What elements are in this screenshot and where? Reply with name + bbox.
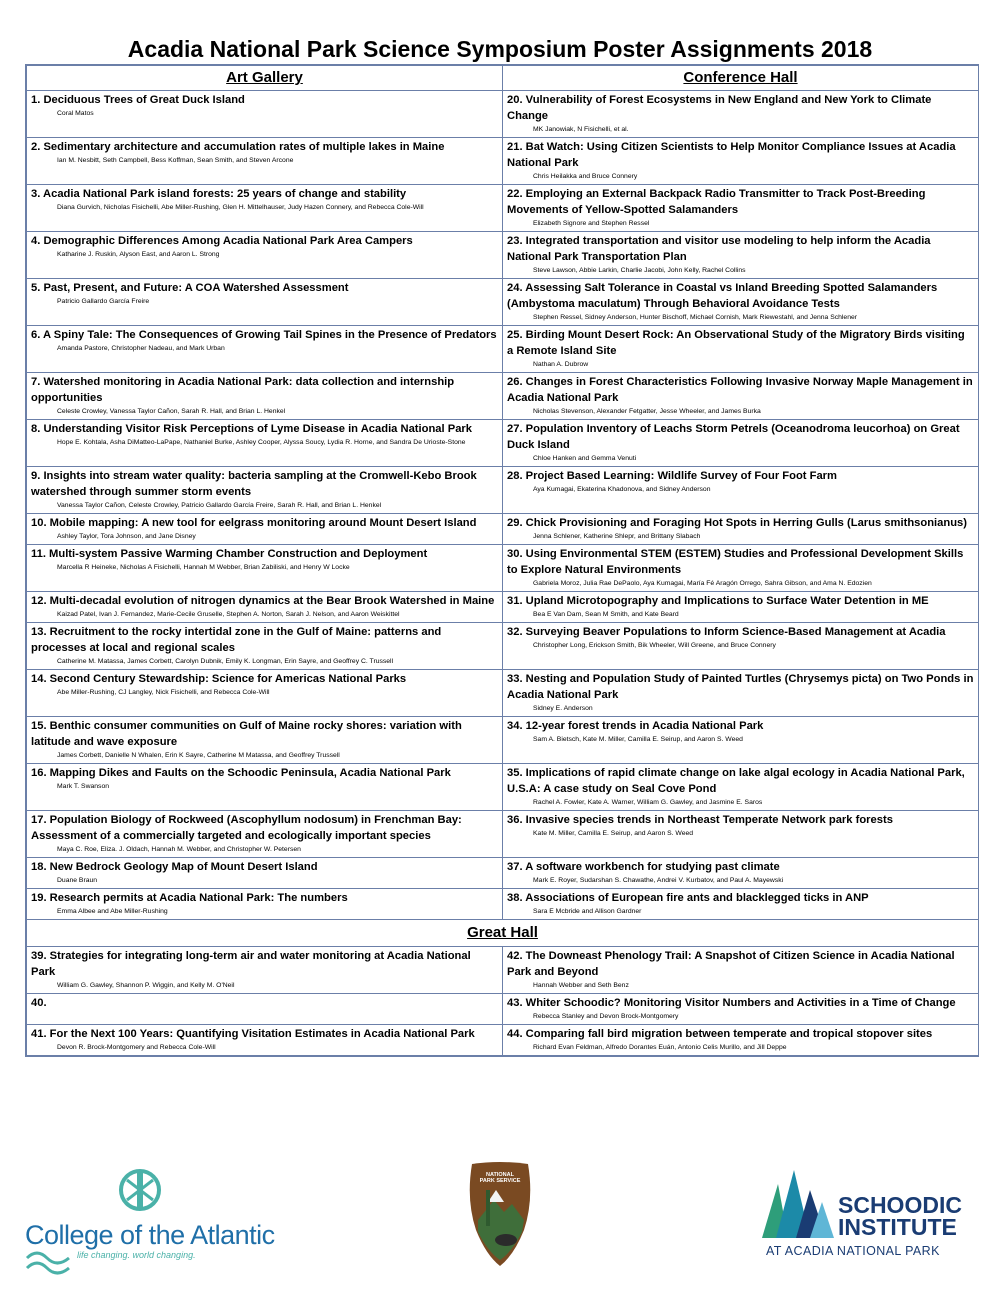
poster-authors: Hannah Webber and Seth Benz (533, 982, 629, 989)
poster-title: 14. Second Century Stewardship: Science for Americas National Parks (31, 673, 407, 685)
great-hall-header-row (27, 920, 979, 947)
poster-authors: Coral Matos (57, 110, 94, 117)
poster-cell-left (27, 670, 503, 717)
poster-cell-left (27, 623, 503, 670)
poster-title: 9. Insights into stream water quality: bacteria sampling at the Cromwell-Kebo Brook watershed through summer storm events (31, 470, 477, 498)
schoodic-peaks-icon (760, 1166, 840, 1240)
poster-authors: Stephen Ressel, Sidney Anderson, Hunter Bischoff, Michael Cornish, Mark Riewestahl, and Jenna Schlener (533, 314, 858, 321)
poster-authors: Diana Gurvich, Nicholas Fisichelli, Abe Miller-Rushing, Glen H. Mittelhauser, Judy Hazen Connery, and Rebecca Cole-Will (57, 204, 424, 211)
poster-cell-left (27, 373, 503, 420)
poster-cell-left (27, 232, 503, 279)
poster-title: 26. Changes in Forest Characteristics Following Invasive Norway Maple Management in Acadia National Park (507, 376, 973, 404)
poster-authors: Ashley Taylor, Tora Johnson, and Jane Disney (57, 533, 196, 540)
poster-cell-left (27, 592, 503, 623)
schoodic-institute-logo (760, 1166, 980, 1276)
poster-cell-right (503, 232, 979, 279)
poster-authors: Amanda Pastore, Christopher Nadeau, and Mark Urban (57, 345, 225, 352)
poster-authors: Bea E Van Dam, Sean M Smith, and Kate Beard (533, 611, 679, 618)
poster-grid (26, 65, 979, 1056)
poster-title: 17. Population Biology of Rockweed (Ascophyllum nodosum) in Frenchman Bay: Assessment of a commercially targeted and ecologically important species (31, 814, 462, 842)
schoodic-subtitle: AT ACADIA NATIONAL PARK (766, 1244, 940, 1258)
poster-title: 16. Mapping Dikes and Faults on the Schoodic Peninsula, Acadia National Park (31, 767, 451, 779)
poster-title: 4. Demographic Differences Among Acadia National Park Area Campers (31, 235, 413, 247)
poster-title: 32. Surveying Beaver Populations to Inform Science-Based Management at Acadia (507, 626, 946, 638)
poster-cell-left (27, 467, 503, 514)
schoodic-name (838, 1194, 962, 1238)
poster-title: 36. Invasive species trends in Northeast Temperate Network park forests (507, 814, 893, 826)
poster-title: 18. New Bedrock Geology Map of Mount Desert Island (31, 861, 318, 873)
poster-cell-right (503, 373, 979, 420)
poster-authors (31, 1011, 498, 1013)
poster-title: 37. A software workbench for studying past climate (507, 861, 780, 873)
poster-title: 12. Multi-decadal evolution of nitrogen dynamics at the Bear Brook Watershed in Maine (31, 595, 495, 607)
poster-cell-right (503, 717, 979, 764)
sponsor-logos (0, 1160, 1000, 1294)
poster-authors: MK Janowiak, N Fisichelli, et al. (533, 126, 629, 133)
poster-authors: Jenna Schlener, Katherine Shlepr, and Brittany Slabach (533, 533, 701, 540)
poster-row (27, 623, 979, 670)
poster-cell-left (27, 279, 503, 326)
poster-title: 38. Associations of European fire ants and blacklegged ticks in ANP (507, 892, 869, 904)
poster-authors: Aya Kumagai, Ekaterina Khadonova, and Sidney Anderson (533, 486, 711, 493)
poster-authors: Abe Miller-Rushing, CJ Langley, Nick Fisichelli, and Rebecca Cole-Will (57, 689, 270, 696)
poster-cell-right (503, 1025, 979, 1056)
poster-cell-right (503, 811, 979, 858)
national-park-service-logo (464, 1160, 536, 1270)
poster-cell-right (503, 91, 979, 138)
schoodic-name-line1: SCHOODIC (838, 1192, 962, 1218)
page-title: Acadia National Park Science Symposium Poster Assignments 2018 (127, 36, 873, 62)
poster-authors: Chloe Hanken and Gemma Venuti (533, 455, 637, 462)
poster-cell-left (27, 326, 503, 373)
poster-cell-left (27, 545, 503, 592)
poster-authors: William G. Gawley, Shannon P. Wiggin, and Kelly M. O'Neil (57, 982, 235, 989)
poster-row (27, 138, 979, 185)
poster-row (27, 889, 979, 920)
poster-cell-right (503, 889, 979, 920)
poster-cell-left (27, 185, 503, 232)
poster-row (27, 592, 979, 623)
poster-authors: Maya C. Roe, Eliza. J. Oldach, Hannah M. Webber, and Christopher W. Petersen (57, 846, 301, 853)
poster-cell-right (503, 764, 979, 811)
room-header-great-hall: Great Hall (27, 920, 979, 947)
poster-authors: Nicholas Stevenson, Alexander Fetgatter, Jesse Wheeler, and James Burka (533, 408, 761, 415)
poster-cell-left (27, 889, 503, 920)
poster-row (27, 279, 979, 326)
poster-title: 42. The Downeast Phenology Trail: A Snapshot of Citizen Science in Acadia National Park and Beyond (507, 950, 955, 978)
poster-title: 39. Strategies for integrating long-term air and water monitoring at Acadia National Park (31, 950, 471, 978)
poster-title: 6. A Spiny Tale: The Consequences of Growing Tail Spines in the Presence of Predators (31, 329, 497, 341)
assignments-table (25, 64, 979, 1057)
poster-title: 13. Recruitment to the rocky intertidal zone in the Gulf of Maine: patterns and processes at local and regional scales (31, 626, 442, 654)
poster-cell-right (503, 545, 979, 592)
poster-authors: Marcella R Heineke, Nicholas A Fisichelli, Hannah M Webber, Brian Zabiliski, and Henry W Locke (57, 564, 350, 571)
poster-cell-left (27, 858, 503, 889)
poster-title: 8. Understanding Visitor Risk Perceptions of Lyme Disease in Acadia National Park (31, 423, 473, 435)
poster-authors: Vanessa Taylor Cañon, Celeste Crowley, Patricio Gallardo García Freire, Sarah R. Hall, and Brian L. Henkel (57, 502, 382, 509)
poster-cell-right (503, 279, 979, 326)
poster-cell-right (503, 858, 979, 889)
poster-row (27, 1025, 979, 1056)
poster-authors: Rebecca Stanley and Devon Brock-Montgomery (533, 1013, 679, 1020)
poster-authors: Kaizad Patel, Ivan J. Fernandez, Marie-Cecile Gruselle, Stephen A. Norton, Sarah J. Nelson, and Aaron Weiskittel (57, 611, 400, 618)
poster-title: 5. Past, Present, and Future: A COA Watershed Assessment (31, 282, 349, 294)
poster-cell-right (503, 947, 979, 994)
poster-row (27, 545, 979, 592)
poster-authors: Chris Heilakka and Bruce Connery (533, 173, 638, 180)
poster-authors: Christopher Long, Erickson Smith, Bik Wheeler, Will Greene, and Bruce Connery (533, 642, 776, 649)
poster-authors: Richard Evan Feldman, Alfredo Dorantes Euán, Antonio Celis Murillo, and Jill Deppe (533, 1044, 787, 1051)
poster-title: 22. Employing an External Backpack Radio Transmitter to Track Post-Breeding Movements of Yellow-Spotted Salamanders (507, 188, 926, 216)
poster-title: 28. Project Based Learning: Wildlife Survey of Four Foot Farm (507, 470, 837, 482)
poster-title: 19. Research permits at Acadia National Park: The numbers (31, 892, 348, 904)
poster-row (27, 467, 979, 514)
poster-row (27, 947, 979, 994)
college-of-the-atlantic-logo (25, 1168, 285, 1278)
poster-title: 31. Upland Microtopography and Implications to Surface Water Detention in ME (507, 595, 929, 607)
poster-cell-left (27, 138, 503, 185)
poster-title: 44. Comparing fall bird migration between temperate and tropical stopover sites (507, 1028, 933, 1040)
poster-authors: Catherine M. Matassa, James Corbett, Carolyn Dubnik, Emily K. Longman, Erin Sayre, and Geoffrey C. Trussell (57, 658, 394, 665)
poster-title: 40. (31, 997, 47, 1009)
poster-row (27, 717, 979, 764)
poster-authors: Ian M. Nesbitt, Seth Campbell, Bess Koffman, Sean Smith, and Steven Arcone (57, 157, 294, 164)
poster-authors: Patricio Gallardo García Freire (57, 298, 150, 305)
poster-title: 11. Multi-system Passive Warming Chamber Construction and Deployment (31, 548, 428, 560)
poster-authors: Devon R. Brock-Montgomery and Rebecca Cole-Will (57, 1044, 216, 1051)
poster-title: 27. Population Inventory of Leachs Storm Petrels (Oceanodroma leucorhoa) on Great Duck Island (507, 423, 960, 451)
poster-authors: Elizabeth Signore and Stephen Ressel (533, 220, 650, 227)
poster-authors: Hope E. Kohtala, Asha DiMatteo-LaPape, Nathaniel Burke, Ashley Cooper, Alyssa Soucy, Lydia R. Horne, and Sandra De Urioste-Stone (57, 439, 466, 446)
poster-row (27, 764, 979, 811)
poster-title: 23. Integrated transportation and visitor use modeling to help inform the Acadia National Park Transportation Plan (507, 235, 931, 263)
poster-cell-left (27, 994, 503, 1025)
poster-row (27, 373, 979, 420)
poster-cell-left (27, 1025, 503, 1056)
poster-cell-right (503, 994, 979, 1025)
poster-authors: Celeste Crowley, Vanessa Taylor Cañon, Sarah R. Hall, and Brian L. Henkel (57, 408, 286, 415)
poster-cell-right (503, 185, 979, 232)
poster-authors: James Corbett, Danielle N Whalen, Erin K Sayre, Catherine M Matassa, and Geoffrey Trussell (57, 752, 340, 759)
poster-cell-left (27, 91, 503, 138)
poster-title: 29. Chick Provisioning and Foraging Hot Spots in Herring Gulls (Larus smithsonianus) (507, 517, 967, 529)
poster-cell-right (503, 420, 979, 467)
poster-cell-right (503, 670, 979, 717)
poster-row (27, 185, 979, 232)
poster-cell-right (503, 467, 979, 514)
poster-title: 7. Watershed monitoring in Acadia National Park: data collection and internship opportunities (31, 376, 455, 404)
poster-row (27, 420, 979, 467)
poster-title: 33. Nesting and Population Study of Painted Turtles (Chrysemys picta) on Two Ponds in Acadia National Park (507, 673, 974, 701)
poster-title: 21. Bat Watch: Using Citizen Scientists to Help Monitor Compliance Issues at Acadia National Park (507, 141, 956, 169)
poster-authors: Kate M. Miller, Camilla E. Seirup, and Aaron S. Weed (533, 830, 694, 837)
coa-name: College of the Atlantic (25, 1220, 275, 1250)
poster-cell-right (503, 623, 979, 670)
poster-title: 2. Sedimentary architecture and accumulation rates of multiple lakes in Maine (31, 141, 445, 153)
poster-authors: Katharine J. Ruskin, Alyson East, and Aaron L. Strong (57, 251, 220, 258)
poster-title: 10. Mobile mapping: A new tool for eelgrass monitoring around Mount Desert Island (31, 517, 477, 529)
poster-cell-left (27, 717, 503, 764)
poster-authors: Steve Lawson, Abbie Larkin, Charlie Jacobi, John Kelly, Rachel Collins (533, 267, 746, 274)
coa-tagline: life changing. world changing. (77, 1250, 196, 1260)
poster-title: 34. 12-year forest trends in Acadia National Park (507, 720, 764, 732)
poster-cell-right (503, 592, 979, 623)
poster-cell-left (27, 420, 503, 467)
poster-authors: Emma Albee and Abe Miller-Rushing (57, 908, 168, 915)
poster-title: 20. Vulnerability of Forest Ecosystems in New England and New York to Climate Change (507, 94, 932, 122)
poster-cell-right (503, 326, 979, 373)
poster-authors: Gabriela Moroz, Julia Rae DePaolo, Aya Kumagai, María Fé Aragón Orrego, Sahra Gibson, and Ama N. Edozien (533, 580, 872, 587)
poster-authors: Mark E. Royer, Sudarshan S. Chawathe, Andrei V. Kurbatov, and Paul A. Mayewski (533, 877, 784, 884)
room-header-conference-hall: Conference Hall (503, 66, 979, 91)
poster-row (27, 326, 979, 373)
poster-row (27, 811, 979, 858)
poster-title: 30. Using Environmental STEM (ESTEM) Studies and Professional Development Skills to Explore Natural Environments (507, 548, 964, 576)
poster-title: 15. Benthic consumer communities on Gulf of Maine rocky shores: variation with latitude and wave exposure (31, 720, 462, 748)
nps-text: NATIONAL PARK SERVICE (479, 1172, 521, 1184)
poster-cell-right (503, 138, 979, 185)
poster-authors: Duane Braun (57, 877, 98, 884)
poster-row (27, 91, 979, 138)
coa-emblem-icon (85, 1168, 195, 1224)
room-header-row (27, 66, 979, 91)
poster-cell-right (503, 514, 979, 545)
poster-row (27, 858, 979, 889)
poster-authors: Mark T. Swanson (57, 783, 110, 790)
poster-title: 43. Whiter Schoodic? Monitoring Visitor Numbers and Activities in a Time of Change (507, 997, 956, 1009)
poster-authors: Sidney E. Anderson (533, 705, 593, 712)
poster-authors: Rachel A. Fowler, Kate A. Warner, William G. Gawley, and Jasmine E. Saros (533, 799, 763, 806)
poster-authors: Sam A. Bietsch, Kate M. Miller, Camilla E. Seirup, and Aaron S. Weed (533, 736, 743, 743)
poster-cell-left (27, 811, 503, 858)
poster-title: 41. For the Next 100 Years: Quantifying Visitation Estimates in Acadia National Park (31, 1028, 475, 1040)
poster-title: 1. Deciduous Trees of Great Duck Island (31, 94, 245, 106)
poster-cell-left (27, 947, 503, 994)
poster-row (27, 514, 979, 545)
poster-row (27, 232, 979, 279)
poster-title: 25. Birding Mount Desert Rock: An Observational Study of the Migratory Birds visiting a Remote Island Site (507, 329, 965, 357)
poster-row (27, 994, 979, 1025)
room-header-art-gallery: Art Gallery (27, 66, 503, 91)
poster-title: 24. Assessing Salt Tolerance in Coastal vs Inland Breeding Spotted Salamanders (Ambystoma maculatum) Through Behavioral Avoidance Tests (507, 282, 938, 310)
poster-title: 3. Acadia National Park island forests: 25 years of change and stability (31, 188, 407, 200)
poster-cell-left (27, 514, 503, 545)
schoodic-name-line2: INSTITUTE (838, 1214, 957, 1240)
poster-title: 35. Implications of rapid climate change on lake algal ecology in Acadia National Park, U.S.A: A case study on Seal Cove Pond (507, 767, 965, 795)
poster-authors: Nathan A. Dubrow (533, 361, 589, 368)
poster-authors: Sara E Mcbride and Allison Gardner (533, 908, 642, 915)
coa-wave-icon (25, 1248, 75, 1278)
poster-row (27, 670, 979, 717)
poster-cell-left (27, 764, 503, 811)
